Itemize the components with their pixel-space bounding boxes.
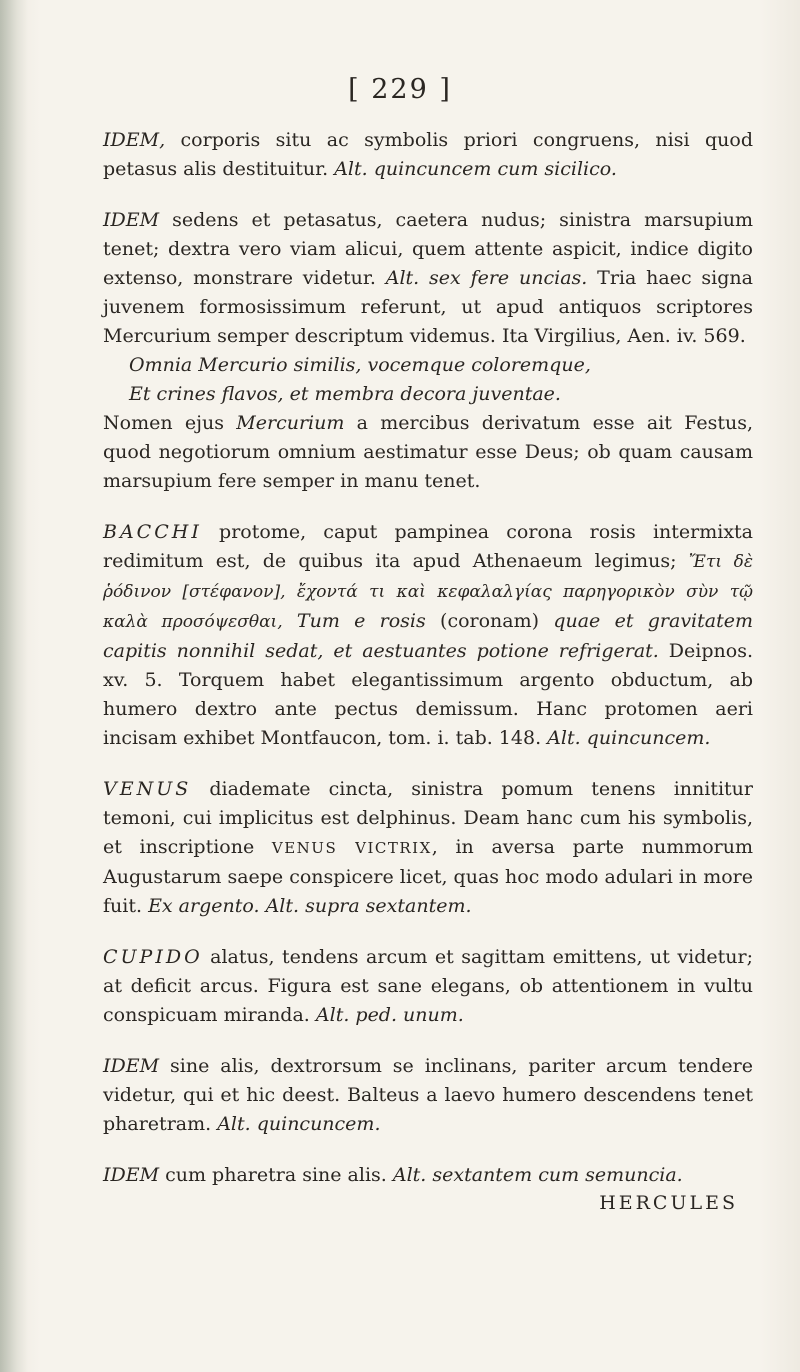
- entry-lead: BACCHI: [103, 521, 202, 543]
- entry-italic-word: Mercurium: [236, 412, 345, 434]
- entry-text: (coronam): [440, 610, 540, 632]
- entry-mercury-2: [103, 206, 753, 496]
- entry-material: Ex argento.: [148, 895, 260, 917]
- entry-height: Alt. quincuncem.: [217, 1113, 381, 1135]
- entry-text: Nomen ejus: [103, 412, 237, 434]
- entry-paragraph-continued: [103, 409, 753, 496]
- verse-line-2: Et crines flavos, et membra decora juventae.: [129, 383, 561, 405]
- page-body: [103, 126, 753, 1212]
- entry-cupid-2: [103, 1052, 753, 1139]
- binding-shadow: [0, 0, 28, 1372]
- entry-text: , in aversa parte nummorum Augustarum saepe conspicere licet, quas hoc modo adulari in more fuit.: [103, 836, 754, 917]
- entry-text: protome, caput pampinea corona rosis intermixta redimitum est, de quibus ita apud Athenaeum legimus;: [103, 521, 753, 572]
- entry-text: Deipnos. xv. 5. Torquem habet elegantissimum argento obductum, ab humero dextro ante pectus demissum. Hanc protomen aeri incisam exhibet Montfaucon, tom. i. tab. 148.: [103, 640, 753, 749]
- entry-lead: IDEM,: [103, 129, 166, 151]
- entry-lead: IDEM: [103, 1164, 160, 1186]
- entry-text: a mercibus derivatum esse ait Festus, quod negotiorum omnium aestimatur esse Deus; ob quam causam marsupium fere semper in manu tenet.: [103, 412, 754, 492]
- entry-height: Alt. supra sextantem.: [259, 895, 472, 917]
- entry-lead: IDEM: [103, 209, 160, 231]
- inscription: VENUS VICTRIX: [271, 839, 432, 857]
- entry-text: diademate cincta, sinistra pomum tenens innititur temoni, cui implicitus est delphinus. Deam hanc cum his symbolis, et inscriptione: [103, 778, 753, 858]
- entry-paragraph: [103, 775, 753, 921]
- entry-paragraph: [103, 943, 753, 1030]
- entry-text: sedens et petasatus, caetera nudus; sinistra marsupium tenet; dextra vero viam alicui, quem attente aspicit, indice digito extenso, monstrare videtur.: [103, 209, 753, 289]
- entry-paragraph: [103, 126, 753, 184]
- entry-text: cum pharetra sine alis.: [159, 1164, 393, 1186]
- entry-mercury-1: [103, 126, 753, 184]
- entry-lead: VENUS: [103, 778, 192, 800]
- entry-height: Alt. quincuncem cum sicilico.: [334, 158, 617, 180]
- entry-bacchus: [103, 518, 753, 753]
- entry-lead: CUPIDO: [103, 946, 203, 968]
- entry-height: Alt. sex fere uncias.: [385, 267, 588, 289]
- page-number: [ 229 ]: [348, 74, 452, 105]
- entry-paragraph: [103, 1052, 753, 1139]
- entry-lead: IDEM: [103, 1055, 160, 1077]
- entry-height: Alt. sextantem cum semuncia.: [392, 1164, 683, 1186]
- verse-line-1: Omnia Mercurio similis, vocemque coloremque,: [129, 354, 591, 376]
- entry-paragraph: [103, 518, 753, 753]
- entry-cupid-3: [103, 1161, 753, 1190]
- entry-translation: Tum e rosis: [282, 610, 441, 632]
- entry-paragraph: [103, 1161, 753, 1190]
- entry-text: sine alis, dextrorsum se inclinans, pariter arcum tendere videtur, qui et hic deest. Balteus a laevo humero descendens tenet pharetram.: [103, 1055, 753, 1135]
- entry-cupid-1: [103, 943, 753, 1030]
- entry-height: Alt. quincuncem.: [547, 727, 711, 749]
- entry-text-continued: Tria haec signa juvenem formosissimum referunt, ut apud antiquos scriptores Mercurium semper descriptum videmus. Ita Virgilius, Aen. iv. 569.: [103, 267, 753, 347]
- entry-text: alatus, tendens arcum et sagittam emittens, ut videtur; at deficit arcus. Figura est sane elegans, ob attentionem in vultu conspicuam miranda.: [103, 946, 753, 1026]
- entry-text: corporis situ ac symbolis priori congruens, nisi quod petasus alis destituitur.: [103, 129, 753, 180]
- greek-quotation: Ἔτι δὲ ῥόδινον [στέφανον], ἔχοντά τι καὶ κεφαλαλγίας παρηγορικὸν σὺν τῷ καλὰ προσόψεσθαι,: [103, 552, 753, 632]
- catchword: HERCULES: [599, 1192, 738, 1214]
- entry-height: Alt. ped. unum.: [315, 1004, 464, 1026]
- entry-translation-continued: quae et gravitatem capitis nonnihil sedat, et aestuantes potione refrigerat.: [103, 610, 753, 662]
- entry-paragraph: [103, 206, 753, 351]
- entry-venus: [103, 775, 753, 921]
